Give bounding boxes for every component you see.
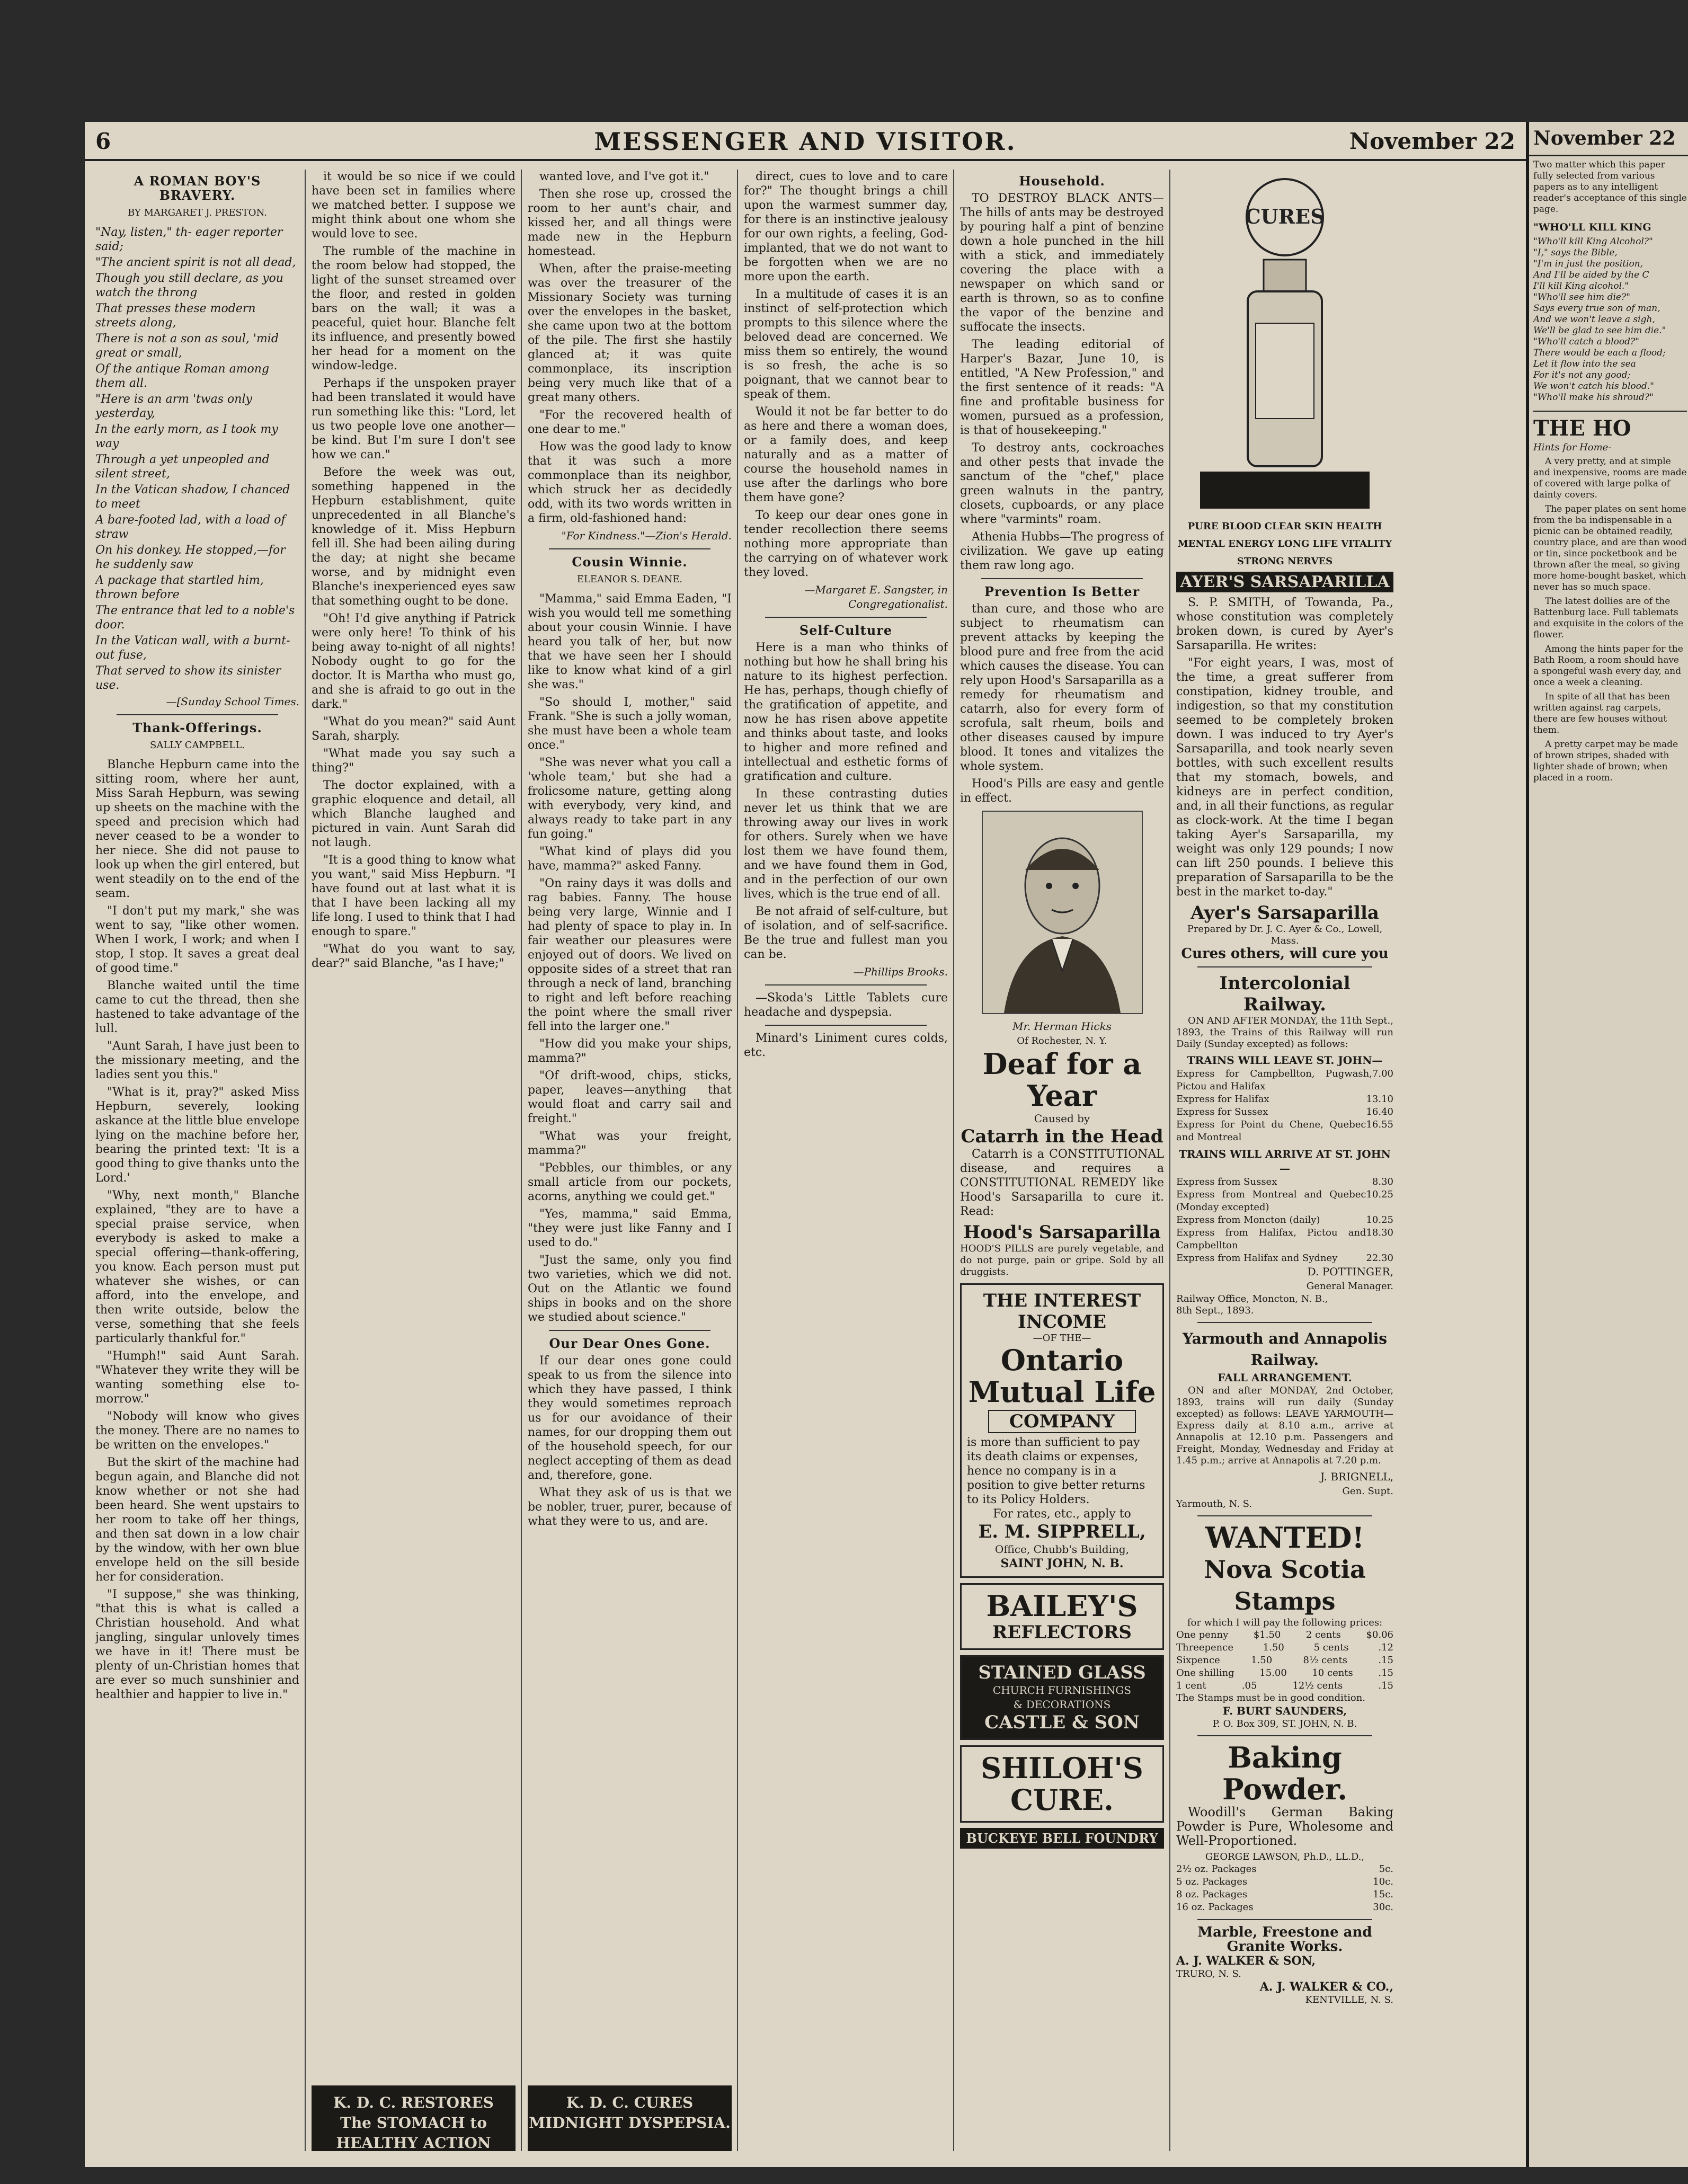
price-row: [1176, 1863, 1393, 1876]
poem-line: "Who'll kill King Alcohol?": [1533, 236, 1653, 247]
ayers-name-banner: AYER'S SARSAPARILLA: [1176, 572, 1393, 592]
stamp-name: One shilling: [1176, 1667, 1234, 1679]
timetable-row: [1176, 1252, 1393, 1265]
shiloh-title: CURE.: [1010, 1783, 1114, 1817]
paragraph: "It is a good thing to know what you want," said Miss Hepburn. "I have found out at last what it is that I have been lacking all my life long. I used to think that I had enough to spare.": [312, 854, 516, 938]
poem-line: In the early morn, as I took my way: [95, 423, 278, 450]
paragraph: Be not afraid of self-culture, but of isolation, and of self-sacrifice. Be the true and fullest man you can be.: [744, 905, 948, 961]
portrait-caption: Of Rochester, N. Y.: [1017, 1035, 1107, 1046]
paragraph: S. P. SMITH, of Towanda, Pa., whose constitution was completely broken down, is cured by Ayer's Sarsaparilla. He writes:: [1176, 596, 1393, 652]
adjacent-note: Two matter which this paper fully selected from various papers as to any intelligent reader's acceptance of this single page.: [1533, 159, 1687, 215]
train-time: 13.10: [1366, 1094, 1393, 1105]
poem-line: For it's not any good;: [1533, 370, 1631, 380]
ayers-prepared: Prepared by Dr. J. C. Ayer & Co., Lowell, Mass.: [1187, 924, 1383, 946]
masthead-title: MESSENGER AND VISITOR.: [594, 127, 1017, 156]
poem-line: "I'm in just the position,: [1533, 259, 1643, 269]
stamp-name: 8½ cents: [1303, 1655, 1347, 1666]
stamp-row: [1176, 1667, 1393, 1680]
company-label: COMPANY: [988, 1410, 1136, 1433]
poem-line: The entrance that led to a noble's door.: [95, 604, 295, 632]
paragraph: "Humph!" said Aunt Sarah. "Whatever they write they will be wanting something else to-morrow.": [95, 1350, 299, 1406]
portrait-caption: Mr. Herman Hicks: [1012, 1020, 1112, 1033]
baking-powder-body: Woodill's German Baking Powder is Pure, Wholesome and Well-Proportioned.: [1176, 1805, 1393, 1848]
paragraph: "Yes, mamma," said Emma, "they were just like Fanny and I used to do.": [528, 1208, 732, 1249]
paragraph: The paper plates on sent home from the ba indispensable in a picnic can be obtained readily, country place, and are than wood or tin, since pocketbook and be thrown after the meal, so giving more home-bought basket, which never has so much space.: [1533, 504, 1687, 592]
train-time: 18.30: [1366, 1227, 1393, 1238]
price-row: [1176, 1888, 1393, 1901]
stamp-price: .15: [1378, 1667, 1393, 1679]
paragraph: "For the recovered health of one dear to me.": [528, 409, 732, 436]
marble-city: KENTVILLE, N. S.: [1305, 1994, 1393, 2005]
note: Minard's Liniment cures colds, etc.: [744, 1032, 948, 1059]
paragraph: In these contrasting duties never let us think that we are throwing away our lives in work for others. Surely when we have lost them we have found them, and we have found them in God, and in the perfection of our own lives, which is the true end of all.: [744, 787, 948, 901]
hood-body: HOOD'S PILLS are purely vegetable, and do not purge, pain or gripe. Sold by all druggists.: [960, 1243, 1164, 1277]
agent-city: SAINT JOHN, N. B.: [1000, 1557, 1124, 1570]
story-author: ELEANOR S. DEANE.: [576, 574, 683, 585]
stamp-name: One penny: [1176, 1629, 1229, 1640]
section-title: Our Dear Ones Gone.: [549, 1336, 710, 1351]
paragraph: But the skirt of the machine had begun again, and Blanche did not know whether or not she had been heard. She went upstairs to her room to take off her things, and then sat down in a low chair by the window, with her own blue envelope held on the sill beside her for consideration.: [95, 1456, 299, 1584]
train-time: 22.30: [1366, 1253, 1393, 1264]
paragraph: Blanche waited until the time came to cut the thread, then she hastened to take advantage of the lull.: [95, 979, 299, 1035]
train-time: 16.55: [1366, 1119, 1393, 1130]
section-title: Household.: [1019, 173, 1105, 189]
ayers-bottle-illustration: [1200, 175, 1370, 514]
poem-line: And I'll be aided by the C: [1533, 270, 1649, 280]
stamp-row: [1176, 1654, 1393, 1667]
poem-line: Though you still declare, as you watch the throng: [95, 272, 283, 299]
portrait-engraving: [982, 811, 1143, 1014]
divider: [1197, 1515, 1372, 1516]
stamp-row: [1176, 1680, 1393, 1692]
paragraph: A very pretty, and at simple and inexpensive, rooms are made of covered with large polka of dainty covers.: [1533, 456, 1687, 500]
price-row: [1176, 1876, 1393, 1888]
stamp-price: $0.06: [1366, 1629, 1393, 1640]
benefit-label: LONG LIFE: [1277, 538, 1338, 549]
column-1: [95, 170, 299, 2151]
yarmouth-title: Yarmouth and Annapolis Railway.: [1182, 1330, 1388, 1369]
package-size: 5 oz. Packages: [1176, 1876, 1248, 1887]
paragraph: "Pebbles, our thimbles, or any small article from our pockets, acorns, anything we could get.": [528, 1161, 732, 1203]
baileys-sub: REFLECTORS: [992, 1622, 1132, 1643]
poem-body: [95, 225, 299, 693]
deaf-sub: Caused by: [1034, 1112, 1090, 1125]
column-5: [960, 170, 1164, 2151]
train-time: 16.40: [1366, 1106, 1393, 1117]
ontario-body: is more than sufficient to pay its death claims or expenses, hence no company is in a position to give better returns to its Policy Holders.: [967, 1436, 1145, 1506]
paragraph: "What do you want to say, dear?" said Blanche, "as I have;": [312, 943, 516, 970]
shiloh-title: SHILOH'S: [981, 1751, 1143, 1785]
stamp-name: 10 cents: [1312, 1667, 1353, 1679]
manager-name: D. POTTINGER,: [1307, 1265, 1393, 1278]
rates-line: For rates, etc., apply to: [993, 1507, 1131, 1521]
paragraph: Then she rose up, crossed the room to her aunt's chair, and kissed her, and all things were made new in the Hepburn homestead.: [528, 188, 732, 258]
kdc-ad-line: K. D. C. CURES: [566, 2094, 694, 2111]
paragraph: "What made you say such a thing?": [312, 747, 516, 775]
poem-line: And we won't leave a sigh,: [1533, 314, 1655, 325]
interest-title: THE INTEREST INCOME: [983, 1290, 1141, 1333]
railway-date: 8th Sept., 1893.: [1176, 1305, 1254, 1316]
paragraph: Blanche Hepburn came into the sitting room, where her aunt, Miss Sarah Hepburn, was sewing up sheets on the machine with the speed and precision which had never ceased to be a wonder to her niece. She did not pause to look up when the girl entered, but went steadily on to the end of the seam.: [95, 758, 299, 900]
stamps-title: Nova Scotia Stamps: [1204, 1555, 1366, 1615]
marble-title: Marble, Freestone and Granite Works.: [1197, 1924, 1372, 1955]
stamp-price: 1.50: [1263, 1642, 1284, 1653]
leave-title: TRAINS WILL LEAVE ST. JOHN—: [1187, 1054, 1383, 1067]
stamp-price: 1.50: [1251, 1655, 1273, 1666]
kdc-ad-line: The STOMACH to HEALTHY ACTION: [336, 2114, 491, 2151]
benefit-label: PURE BLOOD: [1187, 521, 1261, 532]
section-title: Self-Culture: [799, 623, 893, 638]
poem-line: I'll kill King alcohol.": [1533, 281, 1629, 291]
poem-line: A bare-footed lad, with a load of straw: [95, 513, 286, 541]
stamp-price: .05: [1241, 1680, 1257, 1691]
stamp-name: Threepence: [1176, 1642, 1234, 1653]
baking-powder-sign: GEORGE LAWSON, Ph.D., LL.D.,: [1205, 1851, 1365, 1862]
stamp-name: 1 cent: [1176, 1680, 1206, 1691]
paragraph: "Nobody will know who gives the money. There are no names to be written on the envelopes.": [95, 1410, 299, 1452]
paragraph: it would be so nice if we could have been set in families where we matched better. I suppose we might think about one whom she would love to see.: [312, 170, 516, 241]
poem-line: "Nay, listen," th- eager reporter said;: [95, 226, 283, 253]
source-credit: —Phillips Brooks.: [853, 965, 948, 978]
buckeye-ad: BUCKEYE BELL FOUNDRY: [960, 1828, 1164, 1849]
benefit-label: VITALITY: [1341, 538, 1392, 549]
baking-powder-title: Baking Powder.: [1222, 1741, 1348, 1806]
paragraph: "How did you make your ships, mamma?": [528, 1037, 732, 1065]
paragraph: "Mamma," said Emma Eaden, "I wish you would tell me something about your cousin Winnie. I have heard you talk of her, but now that we have seen her I should like to know what kind of a girl she was.": [528, 592, 732, 691]
agent-name: E. M. SIPPRELL,: [978, 1521, 1146, 1542]
yarmouth-sub: FALL ARRANGEMENT.: [1218, 1371, 1352, 1384]
paragraph: Before the week was out, something happened in the Hepburn establishment, quite unprecedented in all Blanche's knowledge of it. Miss Hepburn fell ill. She had been ailing during the day; at night she became worse, and by midnight even Blanche's inexperienced eyes saw that something ought to be done.: [312, 466, 516, 608]
column-rule: [305, 170, 306, 2151]
poem-line: We won't catch his blood.": [1533, 381, 1654, 392]
column-rule: [737, 170, 738, 2151]
arrive-title: TRAINS WILL ARRIVE AT ST. JOHN—: [1179, 1148, 1391, 1175]
shiloh-ad: [960, 1745, 1164, 1823]
paragraph: "On rainy days it was dolls and rag babies. Fanny. The house being very large, Winnie and I had plenty of space to play in. In fair weather our pleasures were enjoyed out of doors. We lived on opposite sides of a street that ran through a neck of land, branching to right and left before reaching the point where the small river fell into the larger one.": [528, 877, 732, 1033]
stained-name: CASTLE & SON: [984, 1712, 1140, 1733]
column-rule: [521, 170, 522, 2151]
issue-date: November 22: [1349, 128, 1515, 154]
package-price: 30c.: [1373, 1902, 1393, 1913]
supt-name: J. BRIGNELL,: [1320, 1470, 1393, 1483]
paragraph: What they ask of us is that we be nobler, truer, purer, because of what they were to us, and are.: [528, 1486, 732, 1528]
train-time: 7.00: [1372, 1068, 1393, 1079]
adjacent-poem: [1529, 236, 1688, 403]
interest-sub: —OF THE—: [1033, 1333, 1091, 1344]
package-price: 10c.: [1373, 1876, 1393, 1887]
paragraph: "Why, next month," Blanche explained, "they are to have a special praise service, when everybody is asked to make a special offering—thank-offering, you know. Each person must put whatever she wishes, or can afford, into the envelope, and then write outside, below the verse, something that she feels particularly thankful for.": [95, 1189, 299, 1345]
timetable-row: [1176, 1227, 1393, 1252]
kdc-ad-line: K. D. C. RESTORES: [333, 2094, 494, 2111]
paragraph: In a multitude of cases it is an instinct of self-protection which prompts to this silence where the beloved dead are concerned. We miss them so entirely, the wound is so fresh, the ache is so poignant, that we cannot bear to speak of them.: [744, 288, 948, 401]
stained-glass-ad: [960, 1655, 1164, 1740]
train-time: 10.25: [1366, 1189, 1393, 1200]
column-4: [744, 170, 948, 2151]
poem-author: BY MARGARET J. PRESTON.: [128, 207, 267, 218]
yarmouth-body: ON and after MONDAY, 2nd October, 1893, trains will run daily (Sunday excepted) as follows: LEAVE YARMOUTH—Express daily at 8.10 a.m., arrive at Annapolis at 12.10 p.m. Passengers and Freight, Monday, Wednesday and Friday at 1.45 p.m.; arrive at Annapolis at 7.20 p.m.: [1176, 1385, 1393, 1466]
paragraph: "I suppose," she was thinking, "that this is what is called a Christian household. And what jangling, singular unlovely times we have in it! There must be plenty of un-Christian homes that are ever so much sunshinier and healthier and happier to live in.": [95, 1588, 299, 1701]
paragraph: "She was never what you call a 'whole team,' but she had a frolicsome nature, getting along with everybody, very kind, and always ready to take part in any fun going.": [528, 756, 732, 841]
stamp-price: .15: [1378, 1655, 1393, 1666]
baileys-title: BAILEY'S: [986, 1589, 1138, 1623]
poem-line: "Who'll make his shroud?": [1533, 392, 1654, 403]
paragraph: TO DESTROY BLACK ANTS—The hills of ants may be destroyed by pouring half a pint of benzine down a hole punched in the hill with a stick, and immediately covering the place with a newspaper on which sand or earth is thrown, so as to confine the vapor of the benzine and suffocate the insects.: [960, 192, 1164, 334]
train-name: Express from Sussex: [1176, 1176, 1277, 1187]
adjacent-section-body: [1529, 454, 1688, 789]
paragraph: "Of drift-wood, chips, sticks, paper, leaves—anything that would float and carry sail and freight.": [528, 1069, 732, 1125]
poem-line: "I," says the Bible,: [1533, 247, 1618, 258]
stained-line: CHURCH FURNISHINGS: [992, 1684, 1132, 1697]
divider: [549, 1330, 710, 1331]
stamp-row: [1176, 1641, 1393, 1654]
page-number: 6: [95, 128, 111, 154]
paragraph: Among the hints paper for the Bath Room, a room should have a spongeful wash every day, and once a week a cleaning.: [1533, 644, 1683, 688]
paragraph: than cure, and those who are subject to rheumatism can prevent attacks by keeping the blood pure and free from the acid which causes the disease. You can rely upon Hood's Sarsaparilla as a remedy for rheumatism and catarrh, also for every form of scrofula, salt rheum, boils and other diseases caused by impure blood. It tones and vitalizes the whole system.: [960, 602, 1164, 773]
supt-title: Gen. Supt.: [1342, 1486, 1393, 1497]
source-credit: —Margaret E. Sangster, in Congregationalist.: [804, 583, 948, 610]
poem-line: There is not a son as soul, 'mid great or small,: [95, 332, 279, 360]
poem-line: "The ancient spirit is not all dead,: [95, 256, 296, 269]
stamp-name: 2 cents: [1305, 1629, 1341, 1640]
divider: [1197, 1322, 1372, 1323]
poem-line: We'll be glad to see him die.": [1533, 325, 1666, 336]
paragraph: wanted love, and I've got it.": [539, 170, 709, 183]
stamp-name: 12½ cents: [1292, 1680, 1343, 1691]
stained-line: & DECORATIONS: [1013, 1698, 1111, 1711]
stamp-name: Sixpence: [1176, 1655, 1220, 1666]
note: —Skoda's Little Tablets cure headache and dyspepsia.: [744, 991, 948, 1019]
poem-line: A package that startled him, thrown before: [95, 574, 264, 601]
divider: [1197, 1919, 1372, 1920]
benefit-label: MENTAL ENERGY: [1177, 538, 1275, 549]
paragraph: Here is a man who thinks of nothing but how he shall bring his nature to its highest perfection. He has, perhaps, though chiefly of the gratification of appetite, and now he has risen above appetite and thinks about taste, and looks to higher and more refined and intellectual and esthetic forms of gratification and culture.: [744, 641, 948, 783]
poem-line: There would be each a flood;: [1533, 348, 1666, 358]
stamp-row: [1176, 1629, 1393, 1641]
stained-title: STAINED GLASS: [978, 1662, 1146, 1683]
paragraph: "What is it, pray?" asked Miss Hepburn, severely, looking askance at the little blue envelope lying on the machine before her, bearing the printed text: 'It is a good thing to give thanks unto the Lord.': [95, 1086, 299, 1185]
paragraph: Catarrh is a CONSTITUTIONAL disease, and requires a CONSTITUTIONAL REMEDY like Hood's Sarsaparilla to cure it. Read:: [960, 1148, 1164, 1218]
paragraph: Hood's Pills are easy and gentle in effect.: [960, 777, 1164, 805]
marble-name: A. J. WALKER & SON,: [1176, 1954, 1316, 1968]
divider: [765, 617, 927, 618]
paragraph: "For eight years, I was, most of the time, a great sufferer from constipation, kidney trouble, and indigestion, so that my constitution seemed to be completely broken down. I was induced to try Ayer's Sarsaparilla, and took nearly seven bottles, with such excellent results that my stomach, bowels, and kidneys are in perfect condition, and, in all their functions, as regular as clock-work. At the time I began taking Ayer's Sarsaparilla, my weight was only 129 pounds; I now can lift 250 pounds. I believe this preparation of Sarsaparilla to be the best in the market to-day.": [1176, 656, 1393, 899]
adjacent-section-title: THE HO: [1533, 411, 1687, 441]
paragraph: The leading editorial of Harper's Bazar, June 10, is entitled, "A New Profession," and the first sentence of it reads: "A fine and profitable business for women, pursued as a profession, is that of housekeeping.": [960, 338, 1164, 437]
stamp-name: 5 cents: [1313, 1642, 1349, 1653]
train-time: 8.30: [1372, 1176, 1393, 1187]
paragraph: "What kind of plays did you have, mamma?" asked Fanny.: [528, 845, 732, 873]
timetable-row: [1176, 1106, 1393, 1118]
paragraph: Athenia Hubbs—The progress of civilization. We gave up eating them raw long ago.: [960, 530, 1164, 572]
paragraph: "Aunt Sarah, I have just been to the missionary meeting, and the ladies sent you this.": [95, 1040, 299, 1081]
benefit-label: CLEAR SKIN: [1264, 521, 1334, 532]
stamp-price: .12: [1378, 1642, 1393, 1653]
poem-line: On his donkey. He stopped,—for he suddenly saw: [95, 544, 286, 571]
paragraph: When, after the praise-meeting was over the treasurer of the Missionary Society was turning over the envelopes in the basket, she came upon two at the bottom of the pile. The first she hastily glanced at; it was quite commonplace, its inscription being very much like that of a great many others.: [528, 262, 732, 404]
bottle-icon: [1200, 175, 1370, 514]
kdc-ad: [528, 2085, 732, 2151]
yarmouth-city: Yarmouth, N. S.: [1176, 1498, 1252, 1510]
poem-line: "Who'll catch a blood?": [1533, 336, 1639, 347]
timetable-row: [1176, 1093, 1393, 1106]
poem-line: In the Vatican wall, with a burnt-out fuse,: [95, 634, 290, 662]
ayers-cures-label: CURES: [1245, 205, 1325, 228]
poem-title: A ROMAN BOY'S BRAVERY.: [134, 173, 261, 203]
paragraph: "I don't put my mark," she was went to say, "like other women. When I work, I work; and when I stop, I stop. It saves a great deal of good time.": [95, 904, 299, 975]
paragraph: The doctor explained, with a graphic eloquence and detail, all which Blanche laughed and pictured in vain. Aunt Sarah did not laugh.: [312, 779, 516, 849]
benefit-label: HEALTH: [1336, 521, 1382, 532]
divider: [765, 984, 927, 986]
section-title: Prevention Is Better: [984, 584, 1140, 599]
package-price: 15c.: [1373, 1889, 1393, 1900]
train-name: Express for Sussex: [1176, 1106, 1268, 1117]
column-2: [312, 170, 516, 2151]
poem-line: "Here is an arm 'twas only yesterday,: [95, 393, 252, 420]
package-size: 8 oz. Packages: [1176, 1889, 1248, 1900]
train-name: Express from Moncton (daily): [1176, 1214, 1320, 1226]
paragraph: "Just the same, only you find two varieties, which we did not. Out on the Atlantic we found ships in books and on the shore we studied about science.": [528, 1254, 732, 1324]
train-name: Express for Halifax: [1176, 1094, 1269, 1105]
stamps-intro: for which I will pay the following prices:: [1187, 1617, 1383, 1628]
package-size: 2½ oz. Packages: [1176, 1863, 1257, 1875]
agent-office: Office, Chubb's Building,: [994, 1543, 1130, 1556]
poem-line: That presses these modern streets along,: [95, 302, 256, 330]
column-rule: [953, 170, 954, 2151]
stamps-address: P. O. Box 309, ST. JOHN, N. B.: [1212, 1718, 1357, 1729]
adjacent-section-sub: Hints for Home-: [1533, 442, 1612, 453]
paragraph: "What was your freight, mamma?": [528, 1130, 732, 1157]
paragraph: In spite of all that has been written against rag carpets, there are few houses without them.: [1533, 691, 1671, 735]
package-size: 16 oz. Packages: [1176, 1902, 1254, 1913]
adjacent-poem-title: "WHO'LL KILL KING: [1533, 221, 1651, 233]
poem-line: Let it flow into the sea: [1533, 359, 1636, 369]
column-rule: [1169, 170, 1170, 2151]
paragraph: To keep our dear ones gone in tender recollection there seems nothing more appropriate than the carrying on of whatever work they loved.: [744, 509, 948, 579]
paragraph: If our dear ones gone could speak to us from the silence into which they have passed, I think they would sometimes reproach us for our avoidance of their names, for our dropping them out of the household speech, for our neglect accepting of them as dead and, therefore, gone.: [528, 1354, 732, 1482]
kdc-ad-line: MIDNIGHT DYSPEPSIA.: [529, 2114, 731, 2132]
train-time: 10.25: [1366, 1214, 1393, 1226]
poem-source: —[Sunday School Times.: [166, 695, 299, 708]
marble-name: A. J. WALKER & CO.,: [1259, 1980, 1393, 1994]
ayers-title: Ayer's Sarsaparilla: [1191, 902, 1379, 924]
price-row: [1176, 1901, 1393, 1914]
newspaper-page: [85, 122, 1621, 2167]
timetable-row: [1176, 1188, 1393, 1214]
baileys-ad: [960, 1583, 1164, 1650]
source-credit: "For Kindness."—Zion's Herald.: [561, 529, 732, 542]
divider: [549, 548, 710, 549]
benefit-label: STRONG NERVES: [1237, 556, 1333, 567]
timetable-row: [1176, 1214, 1393, 1227]
paragraph: To destroy ants, cockroaches and other pests that invade the sanctum of the "chef," place green walnuts in the pantry, closets, cupboards, or any place where "varmints" roam.: [960, 441, 1164, 526]
deaf-sub: Catarrh in the Head: [961, 1126, 1163, 1147]
paragraph: The rumble of the machine in the room below had stopped, the light of the sunset streamed over the floor, and rested in golden bars on the wall; it was a peaceful, quiet hour. Blanche felt its influence, and presently bowed her head for a moment on the window-ledge.: [312, 245, 516, 372]
stamps-note: The Stamps must be in good condition.: [1176, 1692, 1366, 1703]
deaf-headline: Deaf for a Year: [982, 1047, 1142, 1113]
ayers-benefits: [1176, 519, 1393, 569]
paragraph: "Oh! I'd give anything if Patrick were only here! To think of his being away to-night of all nights! Nobody ought to go for the doctor. It is Martha who must go, and she is afraid to go out in the dark.": [312, 612, 516, 711]
timetable-row: [1176, 1068, 1393, 1093]
divider: [981, 578, 1143, 579]
timetable-row: [1176, 1118, 1393, 1144]
paragraph: A pretty carpet may be made of brown stripes, shaded with lighter shade of brown; when placed in a room.: [1533, 739, 1678, 783]
package-price: 5c.: [1379, 1863, 1393, 1875]
paragraph: The latest dollies are of the Battenburg lace. Full tablemats and exquisite in the colors of the flower.: [1533, 596, 1684, 640]
ayers-slogan: Cures others, will cure you: [1181, 946, 1389, 962]
train-name: Express from Montreal and Quebec (Monday excepted): [1176, 1189, 1366, 1213]
article-author: SALLY CAMPBELL.: [150, 740, 245, 751]
adjacent-page-edge: [1526, 122, 1688, 2167]
intercolonial-title: Intercolonial Railway.: [1219, 973, 1351, 1015]
stamp-price: $1.50: [1253, 1629, 1281, 1640]
story-title: Cousin Winnie.: [572, 554, 688, 570]
railway-office: Railway Office, Moncton, N. B.,: [1176, 1293, 1328, 1304]
paragraph: "What do you mean?" said Aunt Sarah, sharply.: [312, 715, 516, 743]
marble-city: TRURO, N. S.: [1176, 1968, 1241, 1979]
poem-line: Says every true son of man,: [1533, 303, 1660, 314]
paragraph: How was the good lady to know that it was such a more commonplace than its neighbor, which struck her as decidedly odd, with its two words written in a firm, old-fashioned hand:: [528, 440, 732, 525]
divider: [765, 1025, 927, 1026]
divider: [1197, 1735, 1372, 1736]
train-name: Express for Point du Chene, Quebec and Montreal: [1176, 1119, 1366, 1143]
paragraph: direct, cues to love and to care for?" The thought brings a chill upon the warmest summer day, for there is an instinctive jealousy for our own rights, a feeling, God-implanted, that we do not want to be forgotten when we are no more upon the earth.: [744, 170, 948, 283]
train-name: Express for Campbellton, Pugwash, Pictou and Halifax: [1176, 1068, 1372, 1092]
train-name: Express from Halifax, Pictou and Campbellton: [1176, 1227, 1366, 1251]
portrait-icon: [983, 812, 1142, 1013]
divider: [117, 714, 278, 715]
poem-line: Through a yet unpeopled and silent street,: [95, 453, 270, 481]
train-name: Express from Halifax and Sydney: [1176, 1253, 1338, 1264]
ontario-title: Ontario Mutual Life: [968, 1343, 1156, 1409]
paragraph: Perhaps if the unspoken prayer had been translated it would have run something like this: "Lord, let us two people love one another—be kind. But I'm sure I don't see how we can.": [312, 377, 516, 461]
kdc-ad: [312, 2085, 516, 2151]
column-6: [1176, 170, 1393, 2151]
column-3: [528, 170, 732, 2151]
ontario-mutual-ad: [960, 1283, 1164, 1578]
wanted-title: WANTED!: [1205, 1521, 1365, 1555]
divider: [1197, 966, 1372, 967]
stamp-price: 15.00: [1259, 1667, 1287, 1679]
intercolonial-intro: ON AND AFTER MONDAY, the 11th Sept., 1893, the Trains of this Railway will run Daily (Sunday excepted) as follows:: [1176, 1015, 1393, 1050]
poem-line: That served to show its sinister use.: [95, 664, 281, 692]
page-header: [85, 122, 1526, 161]
manager-title: General Manager.: [1306, 1281, 1393, 1292]
poem-line: "Who'll see him die?": [1533, 292, 1630, 303]
article-title: Thank-Offerings.: [132, 720, 262, 735]
paragraph: Would it not be far better to do as here and there a woman does, or a family does, and keep naturally and as a matter of course the household names in use after the darlings who bore them have gone?: [744, 405, 948, 504]
stamp-price: .15: [1378, 1680, 1393, 1691]
hood-title: Hood's Sarsaparilla: [963, 1222, 1161, 1243]
paragraph: "So should I, mother," said Frank. "She is such a jolly woman, she must have been a whole team once.": [528, 696, 732, 752]
stamps-buyer: F. BURT SAUNDERS,: [1222, 1704, 1347, 1717]
timetable-row: [1176, 1176, 1393, 1188]
adjacent-page-date: November 22: [1529, 122, 1688, 156]
poem-line: Of the antique Roman among them all.: [95, 362, 270, 390]
poem-line: In the Vatican shadow, I chanced to meet: [95, 483, 290, 511]
